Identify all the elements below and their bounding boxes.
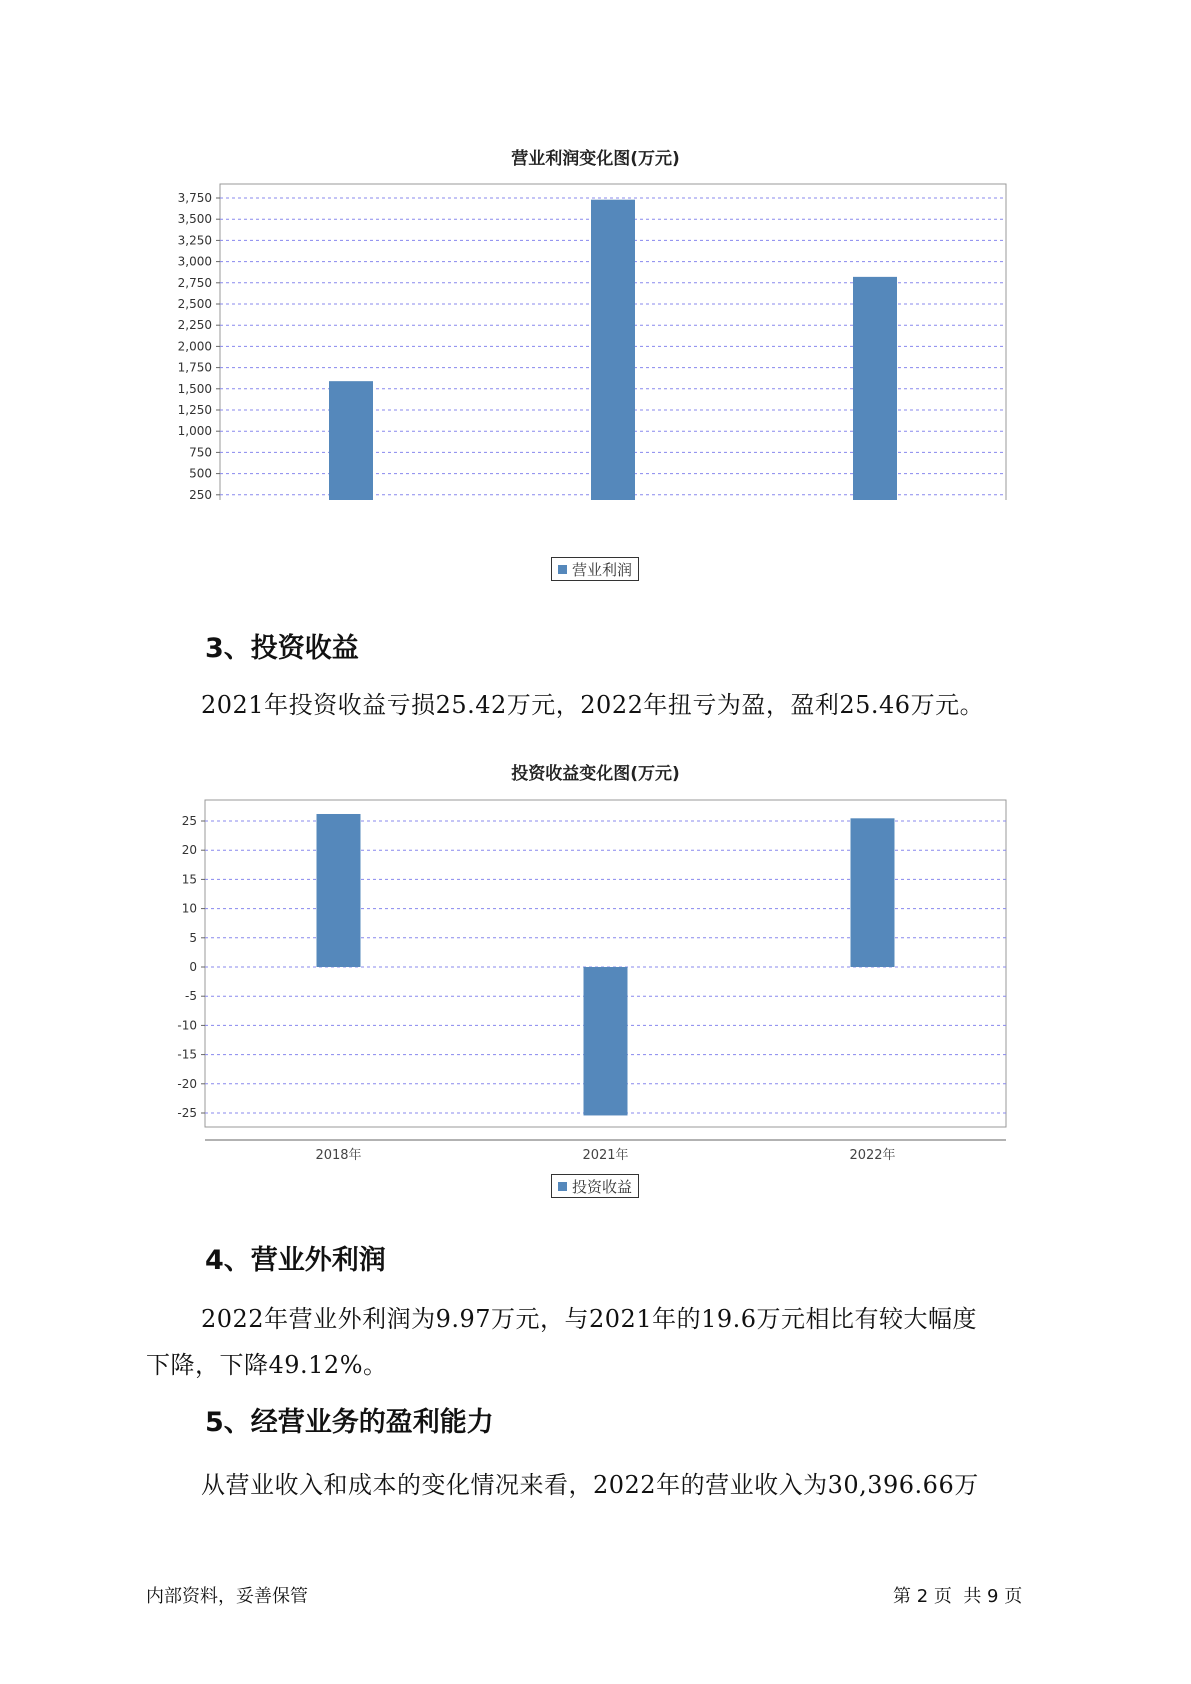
y-tick-label: 1,250 xyxy=(177,403,212,417)
y-tick-label: -5 xyxy=(185,989,197,1004)
y-tick-label: 20 xyxy=(181,843,197,858)
y-tick-label: 1,000 xyxy=(177,424,212,439)
chart2-legend xyxy=(551,1174,639,1198)
y-tick-label: -25 xyxy=(177,1106,197,1120)
section5-heading: 5、经营业务的盈利能力 xyxy=(205,1407,494,1438)
chart2-legend-label: 投资收益 xyxy=(572,1177,633,1196)
bar-2022年 xyxy=(851,818,895,967)
y-tick-label: 3,000 xyxy=(177,254,212,269)
y-tick-label: -15 xyxy=(177,1047,197,1062)
section4-heading: 4、营业外利润 xyxy=(205,1245,386,1276)
bar-2021年 xyxy=(584,967,628,1115)
y-tick-label: 750 xyxy=(189,445,212,460)
y-tick-label: 15 xyxy=(181,872,197,887)
x-category-label: 2022年 xyxy=(849,1148,896,1163)
y-tick-label: 2,000 xyxy=(177,339,212,354)
y-tick-label: 1,750 xyxy=(177,360,212,375)
y-tick-label: 2,500 xyxy=(177,297,212,311)
y-tick-label: 2,250 xyxy=(177,318,212,333)
section3-text: 2021年投资收益亏损25.42万元，2022年扭亏为盈，盈利25.46万元。 xyxy=(201,691,985,719)
bar-2018年 xyxy=(317,814,361,967)
legend-swatch-icon xyxy=(558,565,567,574)
y-tick-label: 500 xyxy=(189,466,212,481)
bar-2018年 xyxy=(329,381,373,500)
y-tick-label: 3,750 xyxy=(177,191,212,205)
section3-heading: 3、投资收益 xyxy=(205,633,359,664)
y-tick-label: 25 xyxy=(181,814,197,828)
y-tick-label: 3,500 xyxy=(177,212,212,227)
chart1-legend-label: 营业利润 xyxy=(572,560,633,579)
section5-text: 从营业收入和成本的变化情况来看，2022年的营业收入为30,396.66万 xyxy=(201,1471,979,1499)
chart2-title: 投资收益变化图(万元) xyxy=(511,764,680,784)
section4-text-line2: 下降，下降49.12%。 xyxy=(146,1351,388,1379)
y-tick-label: 250 xyxy=(189,487,212,500)
y-tick-label: 0 xyxy=(189,960,197,974)
section4-text-line1: 2022年营业外利润为9.97万元，与2021年的19.6万元相比有较大幅度 xyxy=(201,1305,978,1333)
bar-2022年 xyxy=(853,277,897,500)
y-tick-label: -10 xyxy=(177,1018,197,1033)
y-tick-label: -20 xyxy=(177,1076,197,1091)
footer-page-number: 第 2 页 共 9 页 xyxy=(893,1586,1023,1607)
x-category-label: 2021年 xyxy=(582,1148,629,1163)
chart1-title: 营业利润变化图(万元) xyxy=(511,149,680,169)
y-tick-label: 5 xyxy=(189,930,197,945)
y-tick-label: 10 xyxy=(181,901,197,916)
operating-profit-chart xyxy=(0,170,1191,500)
chart1-legend xyxy=(551,557,639,581)
y-tick-label: 2,750 xyxy=(177,275,212,290)
bar-2021年 xyxy=(591,200,635,500)
legend-swatch-icon xyxy=(558,1182,567,1191)
investment-income-chart xyxy=(0,795,1191,1165)
footer-confidential: 内部资料，妥善保管 xyxy=(146,1586,308,1607)
y-tick-label: 1,500 xyxy=(177,381,212,396)
x-category-label: 2018年 xyxy=(315,1148,362,1163)
y-tick-label: 3,250 xyxy=(177,233,212,248)
